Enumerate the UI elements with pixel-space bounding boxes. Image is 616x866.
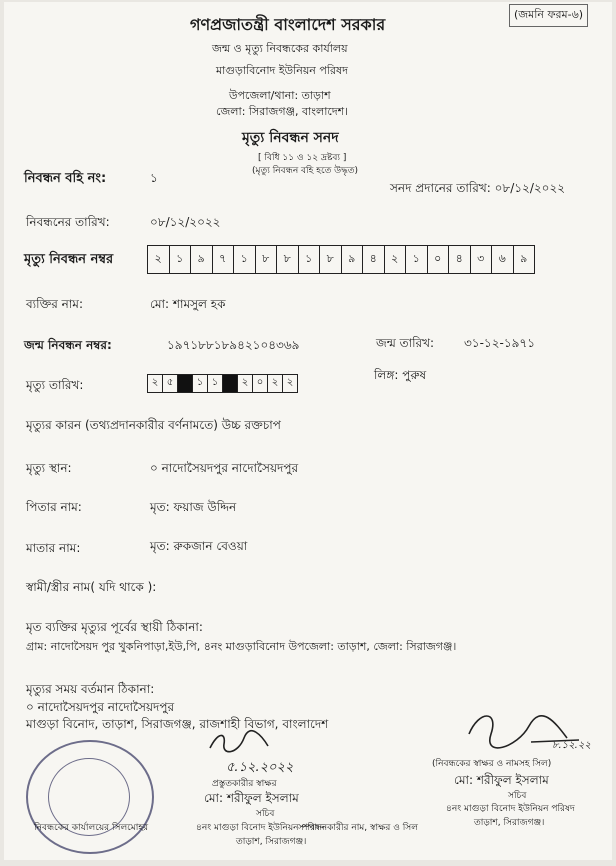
govt-title: গণপ্রজাতন্ত্রী বাংলাদেশ সরকার bbox=[190, 15, 386, 34]
certificate-title: মৃত্যু নিবন্ধন সনদ bbox=[242, 130, 339, 146]
death-reg-number-boxes bbox=[147, 245, 535, 274]
death-date-cell: ২ bbox=[238, 375, 253, 392]
death-date-cell: ১ bbox=[193, 375, 208, 392]
death-date-cell bbox=[223, 375, 238, 392]
spouse-label: স্বামী/স্ত্রীর নাম( যদি থাকে ): bbox=[26, 580, 157, 594]
reg-digit-cell: ৯ bbox=[342, 246, 364, 273]
death-date-cell: ২ bbox=[286, 377, 294, 388]
reg-date-label: নিবন্ধনের তারিখ: bbox=[26, 215, 110, 229]
preparer-name: মো: শরীফুল ইসলাম bbox=[204, 791, 299, 805]
place-label: মৃত্যু স্থান: bbox=[26, 461, 72, 475]
death-date-cell: ২ bbox=[148, 375, 163, 392]
death-date-cell: ০ bbox=[253, 375, 268, 392]
book-value: ১ bbox=[150, 171, 158, 185]
preparer-role: সচিব bbox=[256, 809, 275, 819]
registrar-name: মো: শরীফুল ইসলাম bbox=[454, 773, 549, 787]
footer-signatory-label: সম্পাদনকারীর নাম, স্বাক্ষর ও সিল bbox=[298, 823, 418, 833]
upazila: উপজেলা/থানা: তাড়াশ bbox=[229, 89, 331, 102]
reg-digit-cell: ১ bbox=[299, 246, 321, 273]
permanent-address-value: গ্রাম: নাদোসৈয়দ পুর খুকনিপাড়া,ইউ,পি, ৪নং মাগুড়াবিনোদ উপজেলা: তাড়াশ, জেলা: সিরাজগঞ্জ। bbox=[26, 640, 457, 653]
birth-date-label: জন্ম তারিখ: bbox=[376, 336, 435, 350]
reg-digit-cell: ৯ bbox=[191, 246, 213, 273]
reg-date-value: ০৮/১২/২০২২ bbox=[150, 215, 221, 229]
death-date-cell: ৫ bbox=[163, 375, 178, 392]
cause-of-death: মৃত্যুর কারন (তথ্যপ্রদানকারীর বর্ণনামতে) উচ্চ রক্তচাপ bbox=[26, 418, 281, 432]
reg-digit-cell: ৯ bbox=[520, 252, 528, 265]
preparer-address: তাড়াশ, সিরাজগঞ্জ। bbox=[236, 837, 307, 847]
reg-digit-cell: ৪ bbox=[363, 246, 385, 273]
birth-date-value: ৩১-১২-১৯৭১ bbox=[464, 336, 536, 350]
death-date-boxes bbox=[147, 374, 298, 393]
reg-digit-cell: ৭ bbox=[213, 246, 235, 273]
union-name: মাগুড়াবিনোদ ইউনিয়ন পরিষদ bbox=[216, 64, 348, 77]
reg-digit-cell: ৪ bbox=[449, 246, 471, 273]
permanent-address-label: মৃত ব্যক্তির মৃত্যুর পূর্বের স্থায়ী ঠিকানা: bbox=[26, 620, 203, 634]
reg-digit-cell: ১ bbox=[234, 246, 256, 273]
name-label: ব্যক্তির নাম: bbox=[26, 297, 84, 311]
preparer-org: ৪নং মাগুড়া বিনোদ ইউনিয়ন পরিষদ bbox=[196, 823, 325, 833]
father-label: পিতার নাম: bbox=[26, 500, 82, 514]
registrar-org: ৪নং মাগুড়া বিনোদ ইউনিয়ন পরিষদ bbox=[446, 804, 575, 814]
registrar-sig-label: (নিবন্ধকের স্বাক্ষর ও নামসহ সিল) bbox=[432, 759, 552, 769]
reg-digit-cell: ২ bbox=[148, 246, 170, 273]
reg-digit-cell: ২ bbox=[385, 246, 407, 273]
death-date-cell bbox=[178, 375, 193, 392]
reg-digit-cell: ৬ bbox=[492, 246, 514, 273]
source-note: (মৃত্যু নিবন্ধন বহি হতে উদ্ধৃত) bbox=[252, 166, 359, 176]
footer-seal-label: নিবন্ধকের কার্যালয়ের সিলমোহর bbox=[34, 823, 149, 833]
form-tag: (জমনি ফরম-৬) bbox=[509, 4, 588, 27]
place-value: ০ নাদোসৈয়দপুর নাদোসৈয়দপুর bbox=[150, 461, 299, 475]
current-address-label: মৃত্যুর সময় বর্তমান ঠিকানা: bbox=[26, 682, 155, 696]
issue-date: সনদ প্রদানের তারিখ: ০৮/১২/২০২২ bbox=[390, 181, 566, 195]
office-seal bbox=[26, 740, 154, 854]
office-name: জন্ম ও মৃত্যু নিবন্ধকের কার্যালয় bbox=[212, 42, 348, 55]
reg-digit-cell: ১ bbox=[406, 246, 428, 273]
registrar-sig-date: ৮.১২.২২ bbox=[552, 740, 591, 751]
district: জেলা: সিরাজগঞ্জ, বাংলাদেশ। bbox=[216, 105, 349, 118]
mother-label: মাতার নাম: bbox=[26, 541, 81, 555]
father-value: মৃত: ফয়াজ উদ্দিন bbox=[150, 500, 237, 514]
registrar-address: তাড়াশ, সিরাজগঞ্জ। bbox=[474, 818, 545, 828]
gender: লিঙ্গ: পুরুষ bbox=[374, 368, 427, 382]
reg-digit-cell: ৮ bbox=[256, 246, 278, 273]
rule-note: [ বিধি ১১ ও ১২ দ্রষ্টব্য ] bbox=[258, 153, 347, 163]
death-reg-label: মৃত্যু নিবন্ধন নম্বর bbox=[24, 252, 114, 267]
death-certificate bbox=[4, 2, 612, 860]
name-value: মো: শামসুল হক bbox=[150, 297, 226, 311]
reg-digit-cell: ৮ bbox=[320, 246, 342, 273]
birth-reg-label: জন্ম নিবন্ধন নম্বর: bbox=[24, 338, 112, 352]
mother-value: মৃত: রুকজান বেওয়া bbox=[150, 539, 248, 553]
current-address-line1: ০ নাদোসৈয়দপুর নাদোসৈয়দপুর bbox=[26, 700, 175, 714]
book-label: নিবন্ধন বহি নং: bbox=[24, 171, 107, 186]
current-address-line2: মাগুড়া বিনোদ, তাড়াশ, সিরাজগঞ্জ, রাজশাহী বিভাগ, বাংলাদেশ bbox=[26, 717, 329, 731]
birth-reg-value: ১৯৭১৮৮১৮৯৪২১০৪৩৬৯ bbox=[167, 338, 300, 352]
preparer-sig-label: প্রস্তুতকারীর স্বাক্ষর bbox=[212, 779, 277, 789]
reg-digit-cell: ০ bbox=[428, 246, 450, 273]
registrar-role: সচিব bbox=[508, 791, 527, 801]
death-date-cell: ২ bbox=[268, 375, 283, 392]
death-date-cell: ১ bbox=[208, 375, 223, 392]
preparer-date: ৫.১২.২০২২ bbox=[226, 760, 294, 775]
reg-digit-cell: ৮ bbox=[277, 246, 299, 273]
reg-digit-cell: ৩ bbox=[471, 246, 493, 273]
death-date-label: মৃত্যু তারিখ: bbox=[26, 378, 84, 392]
reg-digit-cell: ১ bbox=[170, 246, 192, 273]
preparer-signature bbox=[204, 728, 274, 756]
